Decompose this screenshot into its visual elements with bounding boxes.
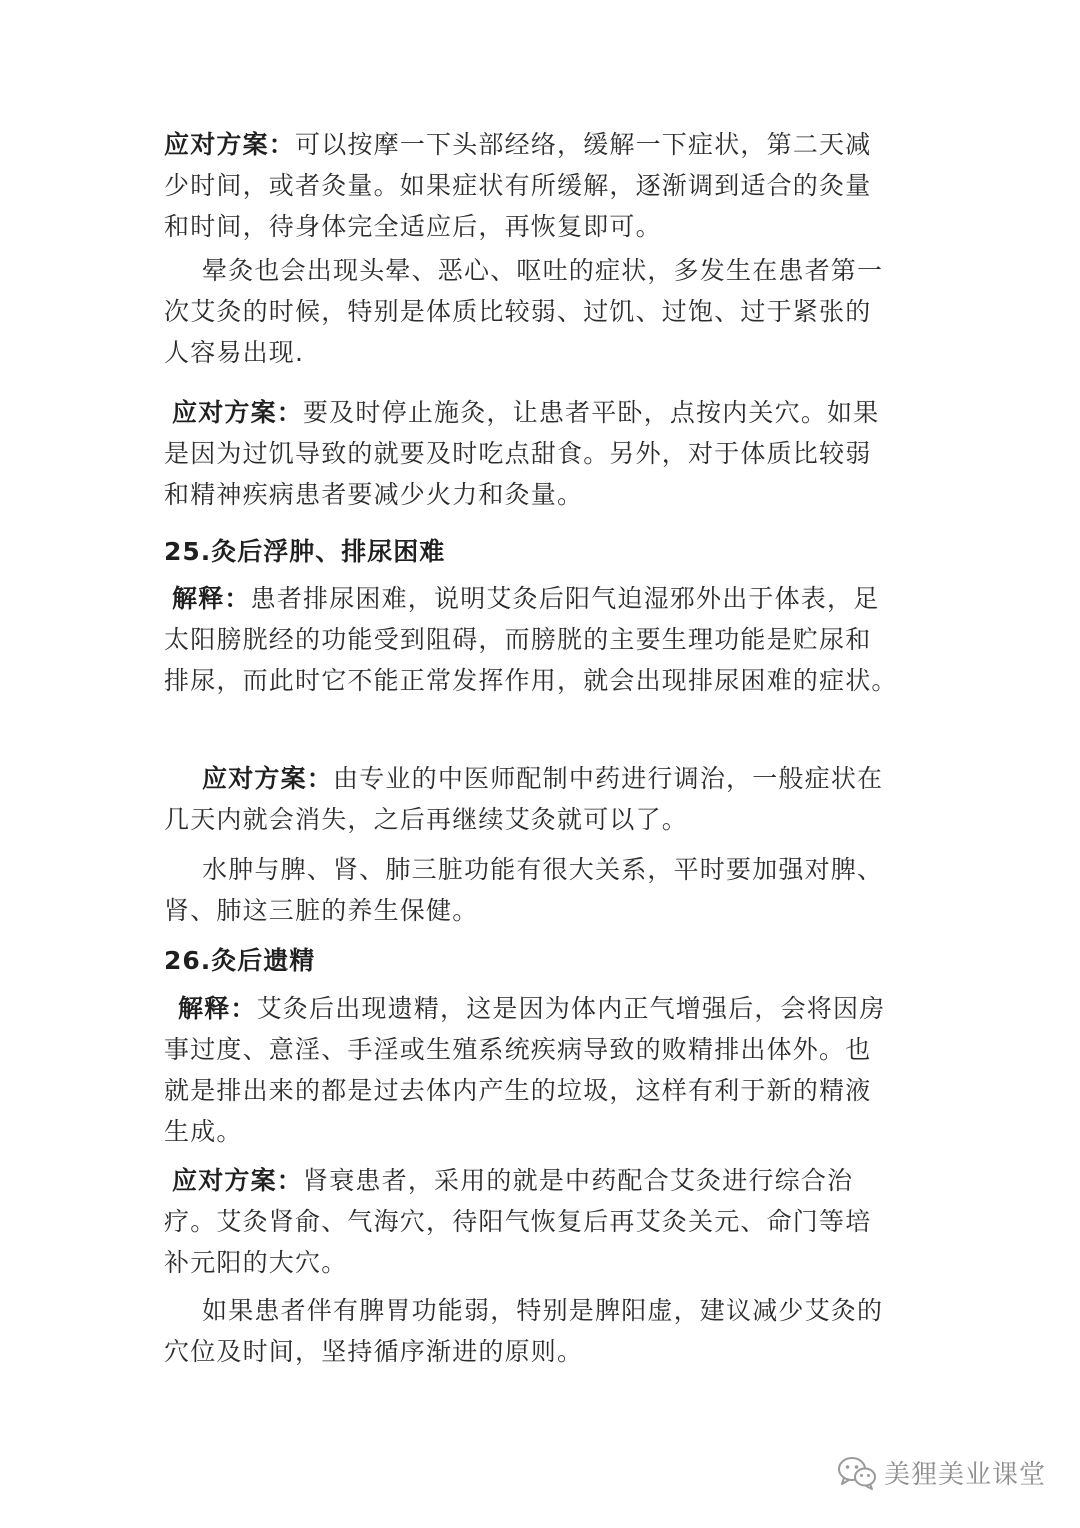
- wechat-icon: [836, 1455, 878, 1491]
- paragraph-response-plan-3: 应对方案：由专业的中医师配制中药进行调治，一般症状在 几天内就会消失，之后再继续艾灸就可以了。: [164, 764, 884, 834]
- label-explanation: 解释：: [172, 584, 251, 613]
- label-explanation: 解释：: [178, 994, 257, 1023]
- label-response-plan: 应对方案：: [172, 398, 304, 427]
- paragraph-explanation-26: 解释：艾灸后出现遗精，这是因为体内正气增强后，会将因房 事过度、意淫、手淫或生殖系统疾病导致的败精排出体外。也 就是排出来的都是过去体内产生的垃圾，这样有利于新的精液 生成。: [164, 994, 886, 1146]
- paragraph-edema: 水肿与脾、肾、肺三脏功能有很大关系，平时要加强对脾、 肾、肺这三脏的养生保健。: [164, 855, 884, 925]
- label-response-plan: 应对方案：: [164, 130, 296, 159]
- label-response-plan: 应对方案：: [202, 764, 334, 793]
- paragraph-response-plan-4: 应对方案：肾衰患者，采用的就是中药配合艾灸进行综合治 疗。艾灸肾俞、气海穴，待阳气恢复后再艾灸关元、命门等培 补元阳的大穴。: [164, 1166, 872, 1277]
- label-response-plan: 应对方案：: [172, 1166, 304, 1195]
- paragraph-explanation-25: 解释：患者排尿困难，说明艾灸后阳气迫湿邪外出于体表，足 太阳膀胱经的功能受到阻碍，而膀胱的主要生理功能是贮尿和 排尿，而此时它不能正常发挥作用，就会出现排尿困难的症状。: [164, 584, 898, 695]
- paragraph-spleen-advice: 如果患者伴有脾胃功能弱，特别是脾阳虚，建议减少艾灸的 穴位及时间，坚持循序渐进的原则。: [164, 1296, 884, 1366]
- paragraph-response-plan-1: 应对方案：可以按摩一下头部经络，缓解一下症状，第二天减 少时间，或者灸量。如果症状有所缓解，逐渐调到适合的灸量 和时间，待身体完全适应后，再恢复即可。: [164, 130, 872, 241]
- watermark-text: 美狸美业课堂: [883, 1460, 1046, 1490]
- section-heading-25: 25.灸后浮肿、排尿困难: [164, 537, 446, 566]
- wechat-watermark: [836, 1454, 1046, 1491]
- paragraph-dizziness: 晕灸也会出现头晕、恶心、呕吐的症状，多发生在患者第一 次艾灸的时候，特别是体质比较弱、过饥、过饱、过于紧张的 人容易出现.: [164, 256, 884, 367]
- paragraph-response-plan-2: 应对方案：要及时停止施灸，让患者平卧，点按内关穴。如果 是因为过饥导致的就要及时吃点甜食。另外，对于体质比较弱 和精神疾病患者要减少火力和灸量。: [164, 398, 880, 509]
- section-heading-26: 26.灸后遗精: [164, 946, 316, 975]
